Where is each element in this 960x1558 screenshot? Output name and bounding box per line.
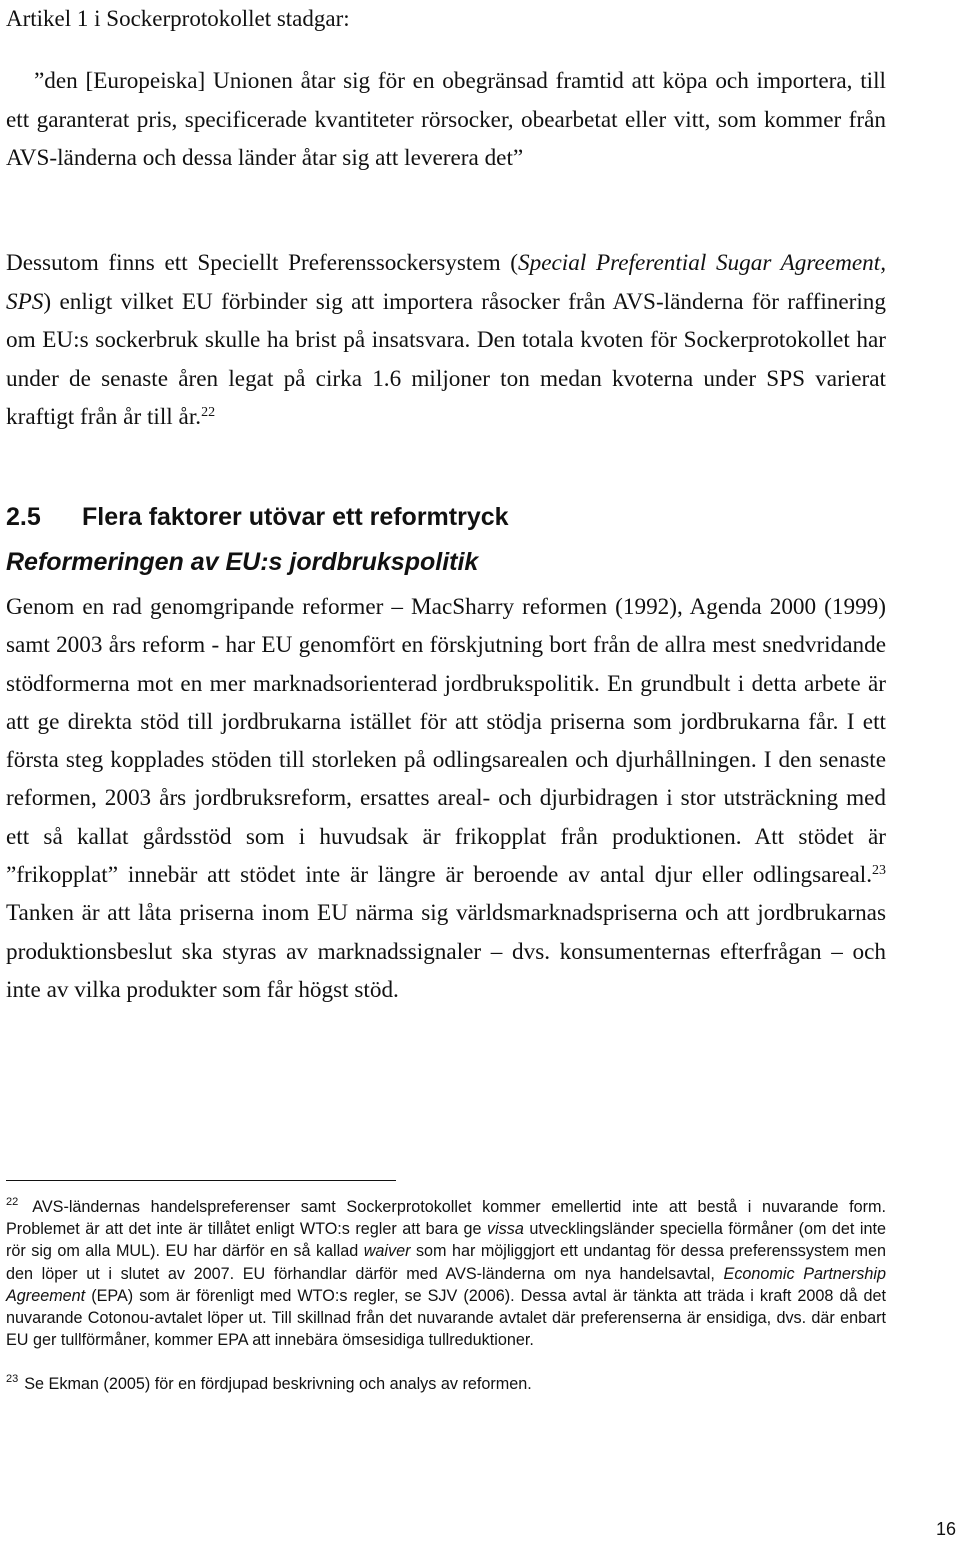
section-subtitle: Reformeringen av EU:s jordbrukspolitik xyxy=(6,548,479,576)
footnote-23-number: 23 xyxy=(6,1373,19,1385)
footnote-22-text3: som har möjliggjort ett undantag för dessa preferenssystem men den löper ut i slutet av 2007. EU förhandlar därför med AVS-länderna om nya handelsavtal, xyxy=(6,1242,887,1283)
quote-close-mark: ” xyxy=(512,145,524,171)
footnote-22-italic2: waiver xyxy=(363,1242,411,1261)
reform-text-part2: Tanken är att låta priserna inom EU närma sig världsmarknadspriserna och att jordbrukarnas produktionsbeslut ska styras av marknadssignaler – dvs. konsumenternas efterfrågan – och inte av vilka produkter som får högst stöd. xyxy=(6,900,886,1003)
footnote-22-text2: utvecklingsländer speciella förmåner (om det inte rör sig om alla MUL). EU har därför en så kallad xyxy=(6,1220,886,1261)
sps-text-part2: ) enligt vilket EU förbinder sig att importera råsocker från AVS-länderna för raffinering om EU:s sockerbruk skulle ha brist på insatsvara. Den totala kvoten för Sockerprotokollet har under de senaste åren legat på cirka 1.6 miljoner ton medan kvoterna under SPS varierat kraftigt från år till år. xyxy=(6,288,886,430)
sps-text-part1: Dessutom finns ett Speciellt Preferenssockersystem ( xyxy=(6,250,519,276)
footnote-ref-23[interactable]: 23 xyxy=(872,863,886,879)
quote-open-mark: ” xyxy=(34,68,45,94)
section-heading xyxy=(6,500,509,534)
footnote-23 xyxy=(6,1373,886,1395)
section-title: Flera faktorer utövar ett reformtryck xyxy=(82,503,509,531)
footnote-23-text: Se Ekman (2005) för en fördjupad beskrivning och analys av reformen. xyxy=(24,1375,532,1393)
footnote-divider xyxy=(6,1180,396,1181)
intro-line: Artikel 1 i Sockerprotokollet stadgar: xyxy=(6,6,350,31)
sps-italic-name: Special Preferential Sugar Agreement, SPS xyxy=(6,250,886,315)
footnote-22-italic3: Economic Partnership Agreement xyxy=(6,1264,886,1305)
section-number: 2.5 xyxy=(6,503,41,531)
footnote-22-text4: (EPA) som är förenligt med WTO:s regler, se SJV (2006). Dessa avtal är tänkta att träda i kraft 2008 då det nuvarande Cotonou-avtalet löper ut. Till skillnad från det nuvarande avtalet där preferenserna är ensidiga, dvs. där enbart EU ger tullförmåner, kommer EPA att innebära ömsesidiga tullreduktioner. xyxy=(6,1286,886,1350)
footnote-22-number: 22 xyxy=(6,1196,19,1208)
reform-text-part1: Genom en rad genomgripande reformer – MacSharry reformen (1992), Agenda 2000 (1999) samt 2003 års reform - har EU genomfört en förskjutning bort från de allra mest snedvridande stödformerna mot en mer marknadsorienterad jordbrukspolitik. En grundbult i detta arbete är att ge direkta stöd till jordbrukarna istället för att stödja priserna som jordbrukarna får. I ett första steg kopplades stöden till storleken på odlingsarealen och djurhållningen. I den senaste reformen, 2003 års jordbruksreform, ersattes areal- och djurbidragen i stor utsträckning med ett så kallat gårdsstöd som i huvudsak är frikopplat från produktionen. Att stödet är ”frikopplat” innebär att stödet inte är längre är beroende av antal djur eller odlingsareal. xyxy=(6,594,886,889)
footnote-22-text1: AVS-ländernas handelspreferenser samt Sockerprotokollet kommer emellertid inte att bestå i nuvarande form. Problemet är att det inte är tillåtet enligt WTO:s regler att bara ge xyxy=(6,1198,886,1239)
quote-paragraph xyxy=(6,62,886,178)
page-number: 16 xyxy=(935,1519,956,1539)
quote-text: den [Europeiska] Unionen åtar sig för en obegränsad framtid att köpa och importera, till ett garanterat pris, specificerade kvantiteter rörsocker, obearbetat eller vitt, som kommer från AVS-länderna och dessa länder åtar sig att leverera det xyxy=(6,68,886,171)
footnote-22-italic1: vissa xyxy=(487,1220,524,1239)
sps-paragraph xyxy=(6,244,886,437)
reform-paragraph xyxy=(6,588,886,1009)
footnote-ref-22[interactable]: 22 xyxy=(201,405,216,420)
footnote-22 xyxy=(6,1196,886,1351)
